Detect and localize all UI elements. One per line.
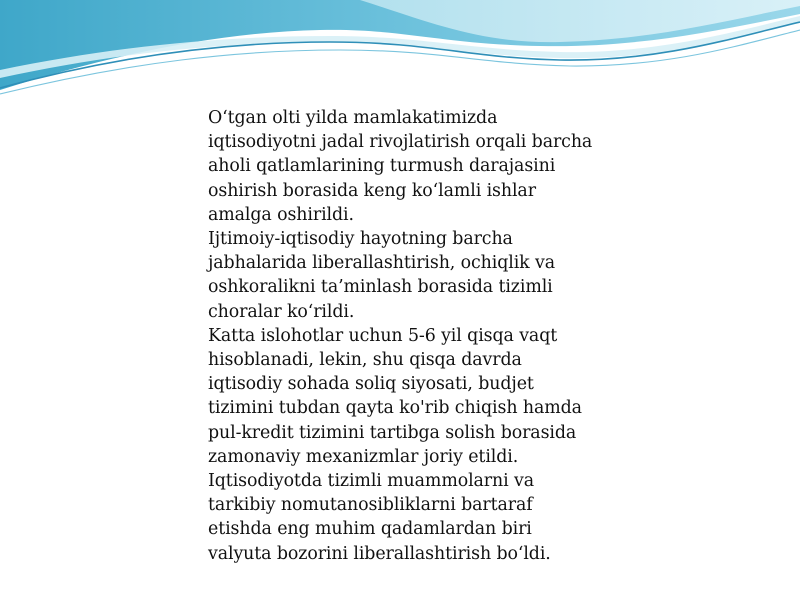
- decorative-wave-header: [0, 0, 800, 110]
- slide-body-text: [208, 106, 600, 566]
- paragraph-2: Ijtimoiy-iqtisodiy hayotning barcha jabhalarida liberallashtirish, ochiqlik va oshkoralikni ta’minlash borasida tizimli choralar ko‘rildi.: [208, 229, 556, 322]
- paragraph-3: Katta islohotlar uchun 5-6 yil qisqa vaqt hisoblanadi, lekin, shu qisqa davrda iqtisodiy sohada soliq siyosati, budjet tizimini tubdan qayta ko'rib chiqish hamda pul-kredit tizimini tartibga solish borasida zamonaviy mexanizmlar joriy etildi. Iqtisodiyotda tizimli muammolarni va tarkibiy nomutanosibliklarni bartaraf etishda eng muhim qadamlardan biri valyuta bozorini liberallashtirish bo‘ldi.: [208, 325, 582, 564]
- paragraph-1: O‘tgan olti yilda mamlakatimizda iqtisodiyotni jadal rivojlatirish orqali barcha aholi qatlamlarining turmush darajasini oshirish borasida keng ko‘lamli ishlar amalga oshirildi.: [208, 108, 593, 225]
